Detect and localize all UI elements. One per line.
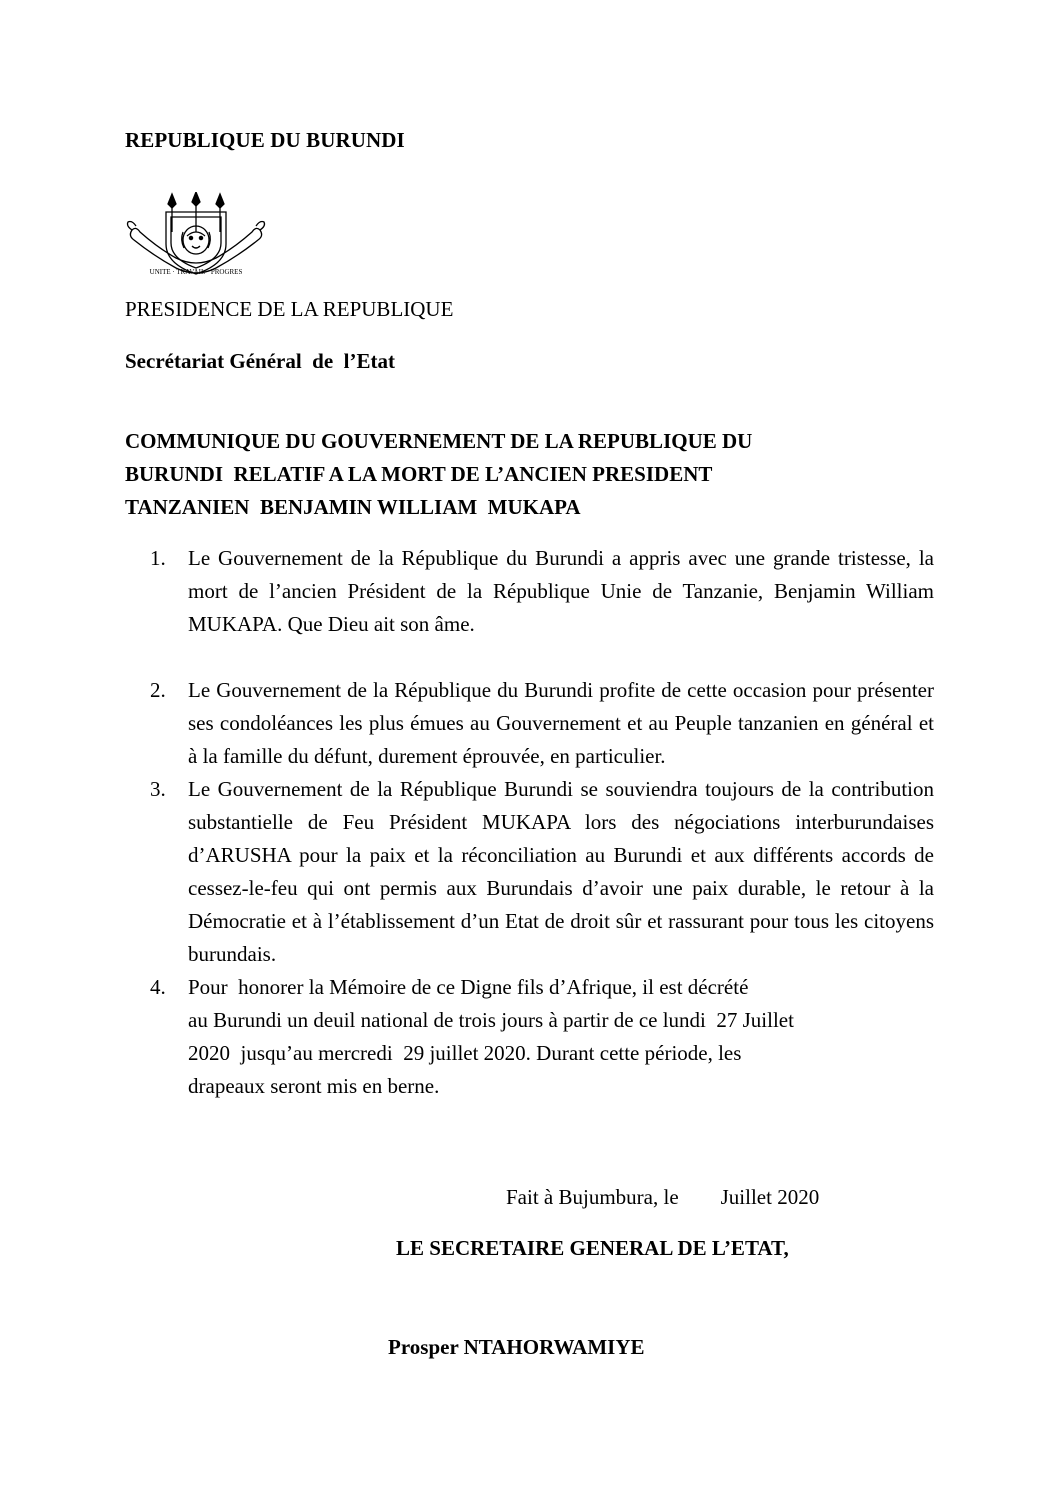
motto-text: UNITE · TRAVAIL · PROGRES (149, 268, 243, 276)
item-text (188, 971, 934, 1103)
item-number: 1. (150, 546, 166, 570)
country-heading: REPUBLIQUE DU BURUNDI (125, 128, 405, 152)
place-date: Fait à Bujumbura, le Juillet 2020 (506, 1185, 820, 1209)
item-text: Le Gouvernement de la République du Burundi a appris avec une grande tristesse, la mort de l’ancien Président de la République Unie de Tanzanie, Benjamin William MUKAPA. Que Dieu ait son âme. (188, 546, 934, 636)
signer-name: Prosper NTAHORWAMIYE (388, 1335, 645, 1359)
list-item (150, 674, 934, 773)
item-number: 4. (150, 975, 166, 999)
communique-items (150, 542, 934, 1103)
communique-title (125, 425, 915, 524)
item-text: Le Gouvernement de la République Burundi se souviendra toujours de la contribution substantielle de Feu Président MUKAPA lors des négociations interburundaises d’ARUSHA pour la paix et la réconciliation au Burundi et aux différents accords de cessez-le-feu qui ont permis aux Burundais d’avoir une paix durable, le retour à la Démocratie et à l’établissement d’un Etat de droit sûr et rassurant pour tous les citoyens burundais. (188, 777, 934, 966)
list-item (150, 773, 934, 971)
title-line: BURUNDI RELATIF A LA MORT DE L’ANCIEN PRESIDENT (125, 462, 713, 486)
coat-of-arms-icon (124, 192, 269, 284)
item-line: au Burundi un deuil national de trois jours à partir de ce lundi 27 Juillet (188, 1008, 794, 1032)
department-heading: Secrétariat Général de l’Etat (125, 349, 395, 373)
item-text: Le Gouvernement de la République du Burundi profite de cette occasion pour présenter ses condoléances les plus émues au Gouvernement et au Peuple tanzanien en général et à la famille du défunt, durement éprouvée, en particulier. (188, 678, 934, 768)
item-line: Pour honorer la Mémoire de ce Digne fils d’Afrique, il est décrété (188, 975, 749, 999)
presidency-heading: PRESIDENCE DE LA REPUBLIQUE (125, 297, 454, 321)
item-line: 2020 jusqu’au mercredi 29 juillet 2020. Durant cette période, les (188, 1041, 742, 1065)
title-line: TANZANIEN BENJAMIN WILLIAM MUKAPA (125, 495, 581, 519)
list-item (150, 971, 934, 1103)
item-line: drapeaux seront mis en berne. (188, 1074, 440, 1098)
item-number: 3. (150, 777, 166, 801)
signer-title: LE SECRETAIRE GENERAL DE L’ETAT, (396, 1236, 789, 1260)
item-number: 2. (150, 678, 166, 702)
list-item (150, 542, 934, 641)
title-line: COMMUNIQUE DU GOUVERNEMENT DE LA REPUBLIQUE DU (125, 429, 753, 453)
